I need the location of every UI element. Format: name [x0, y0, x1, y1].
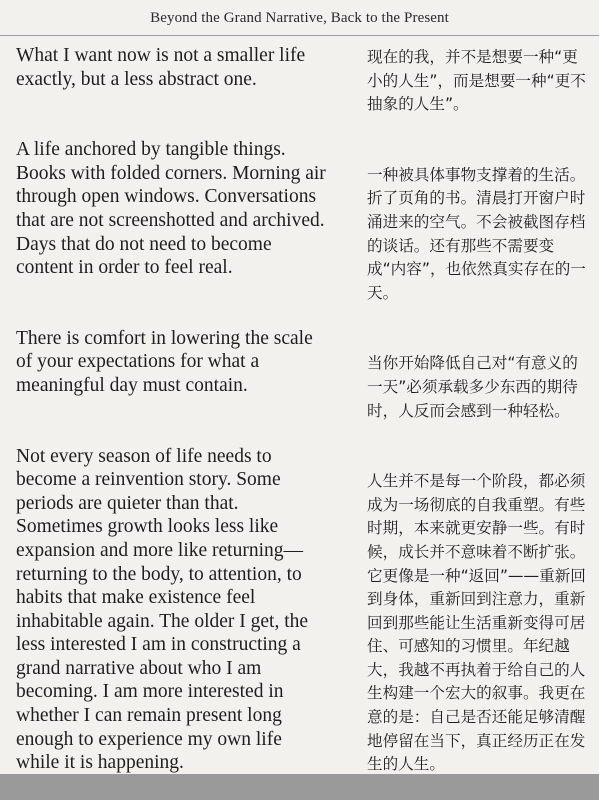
english-paragraph: What I want now is not a smaller life exactly, but a less abstract one.	[16, 45, 306, 90]
chinese-paragraph: 人生并不是每一个阶段，都必须成为一场彻底的自我重塑。有些时期，本来就更安静一些。有时候，成长并不意味着不断扩张。它更像是一种“返回”——重新回到身体，重新回到注意力，重新回到那些能让生活重新变得可居住、可感知的习惯里。年纪越大，我越不再执着于给自己的人生构建一个宏大的叙事。我更在意的是：自己是否还能足够清醒地停留在当下，真正经历正在发生的人生。	[367, 472, 586, 774]
bottom-bar	[0, 774, 599, 800]
english-column	[16, 44, 328, 775]
english-paragraph: A life anchored by tangible things. Books with folded corners. Morning air through open windows. Conversations that are not screenshotted and archived. Days that do not need to become content in order to feel real.	[16, 139, 326, 279]
chinese-paragraph: 一种被具体事物支撑着的生活。折了页角的书。清晨打开窗户时涌进来的空气。不会被截图存档的谈话。还有那些不需要变成“内容”，也依然真实存在的一天。	[367, 165, 586, 302]
english-paragraph: There is comfort in lowering the scale of your expectations for what a meaningful day must contain.	[16, 327, 313, 396]
page-title: Beyond the Grand Narrative, Back to the Present	[150, 10, 449, 26]
chinese-paragraph: 现在的我，并不是想要一种“更小的人生”，而是想要一种“更不抽象的人生”。	[367, 48, 586, 114]
english-paragraph: Not every season of life needs to become a reinvention story. Some periods are quieter than that. Sometimes growth looks less like expansion and more like returning—returning to the body, to attention, to habits that make existence feel inhabitable again. The older I get, the less interested I am in constructing a grand narrative about who I am becoming. I am more interested in whether I can remain present long enough to experience my own life while it is happening.	[16, 445, 309, 774]
chinese-column	[367, 46, 589, 777]
page-header	[0, 0, 599, 36]
chinese-paragraph: 当你开始降低自己对“有意义的一天”必须承载多少东西的期待时，人反而会感到一种轻松。	[367, 354, 578, 420]
